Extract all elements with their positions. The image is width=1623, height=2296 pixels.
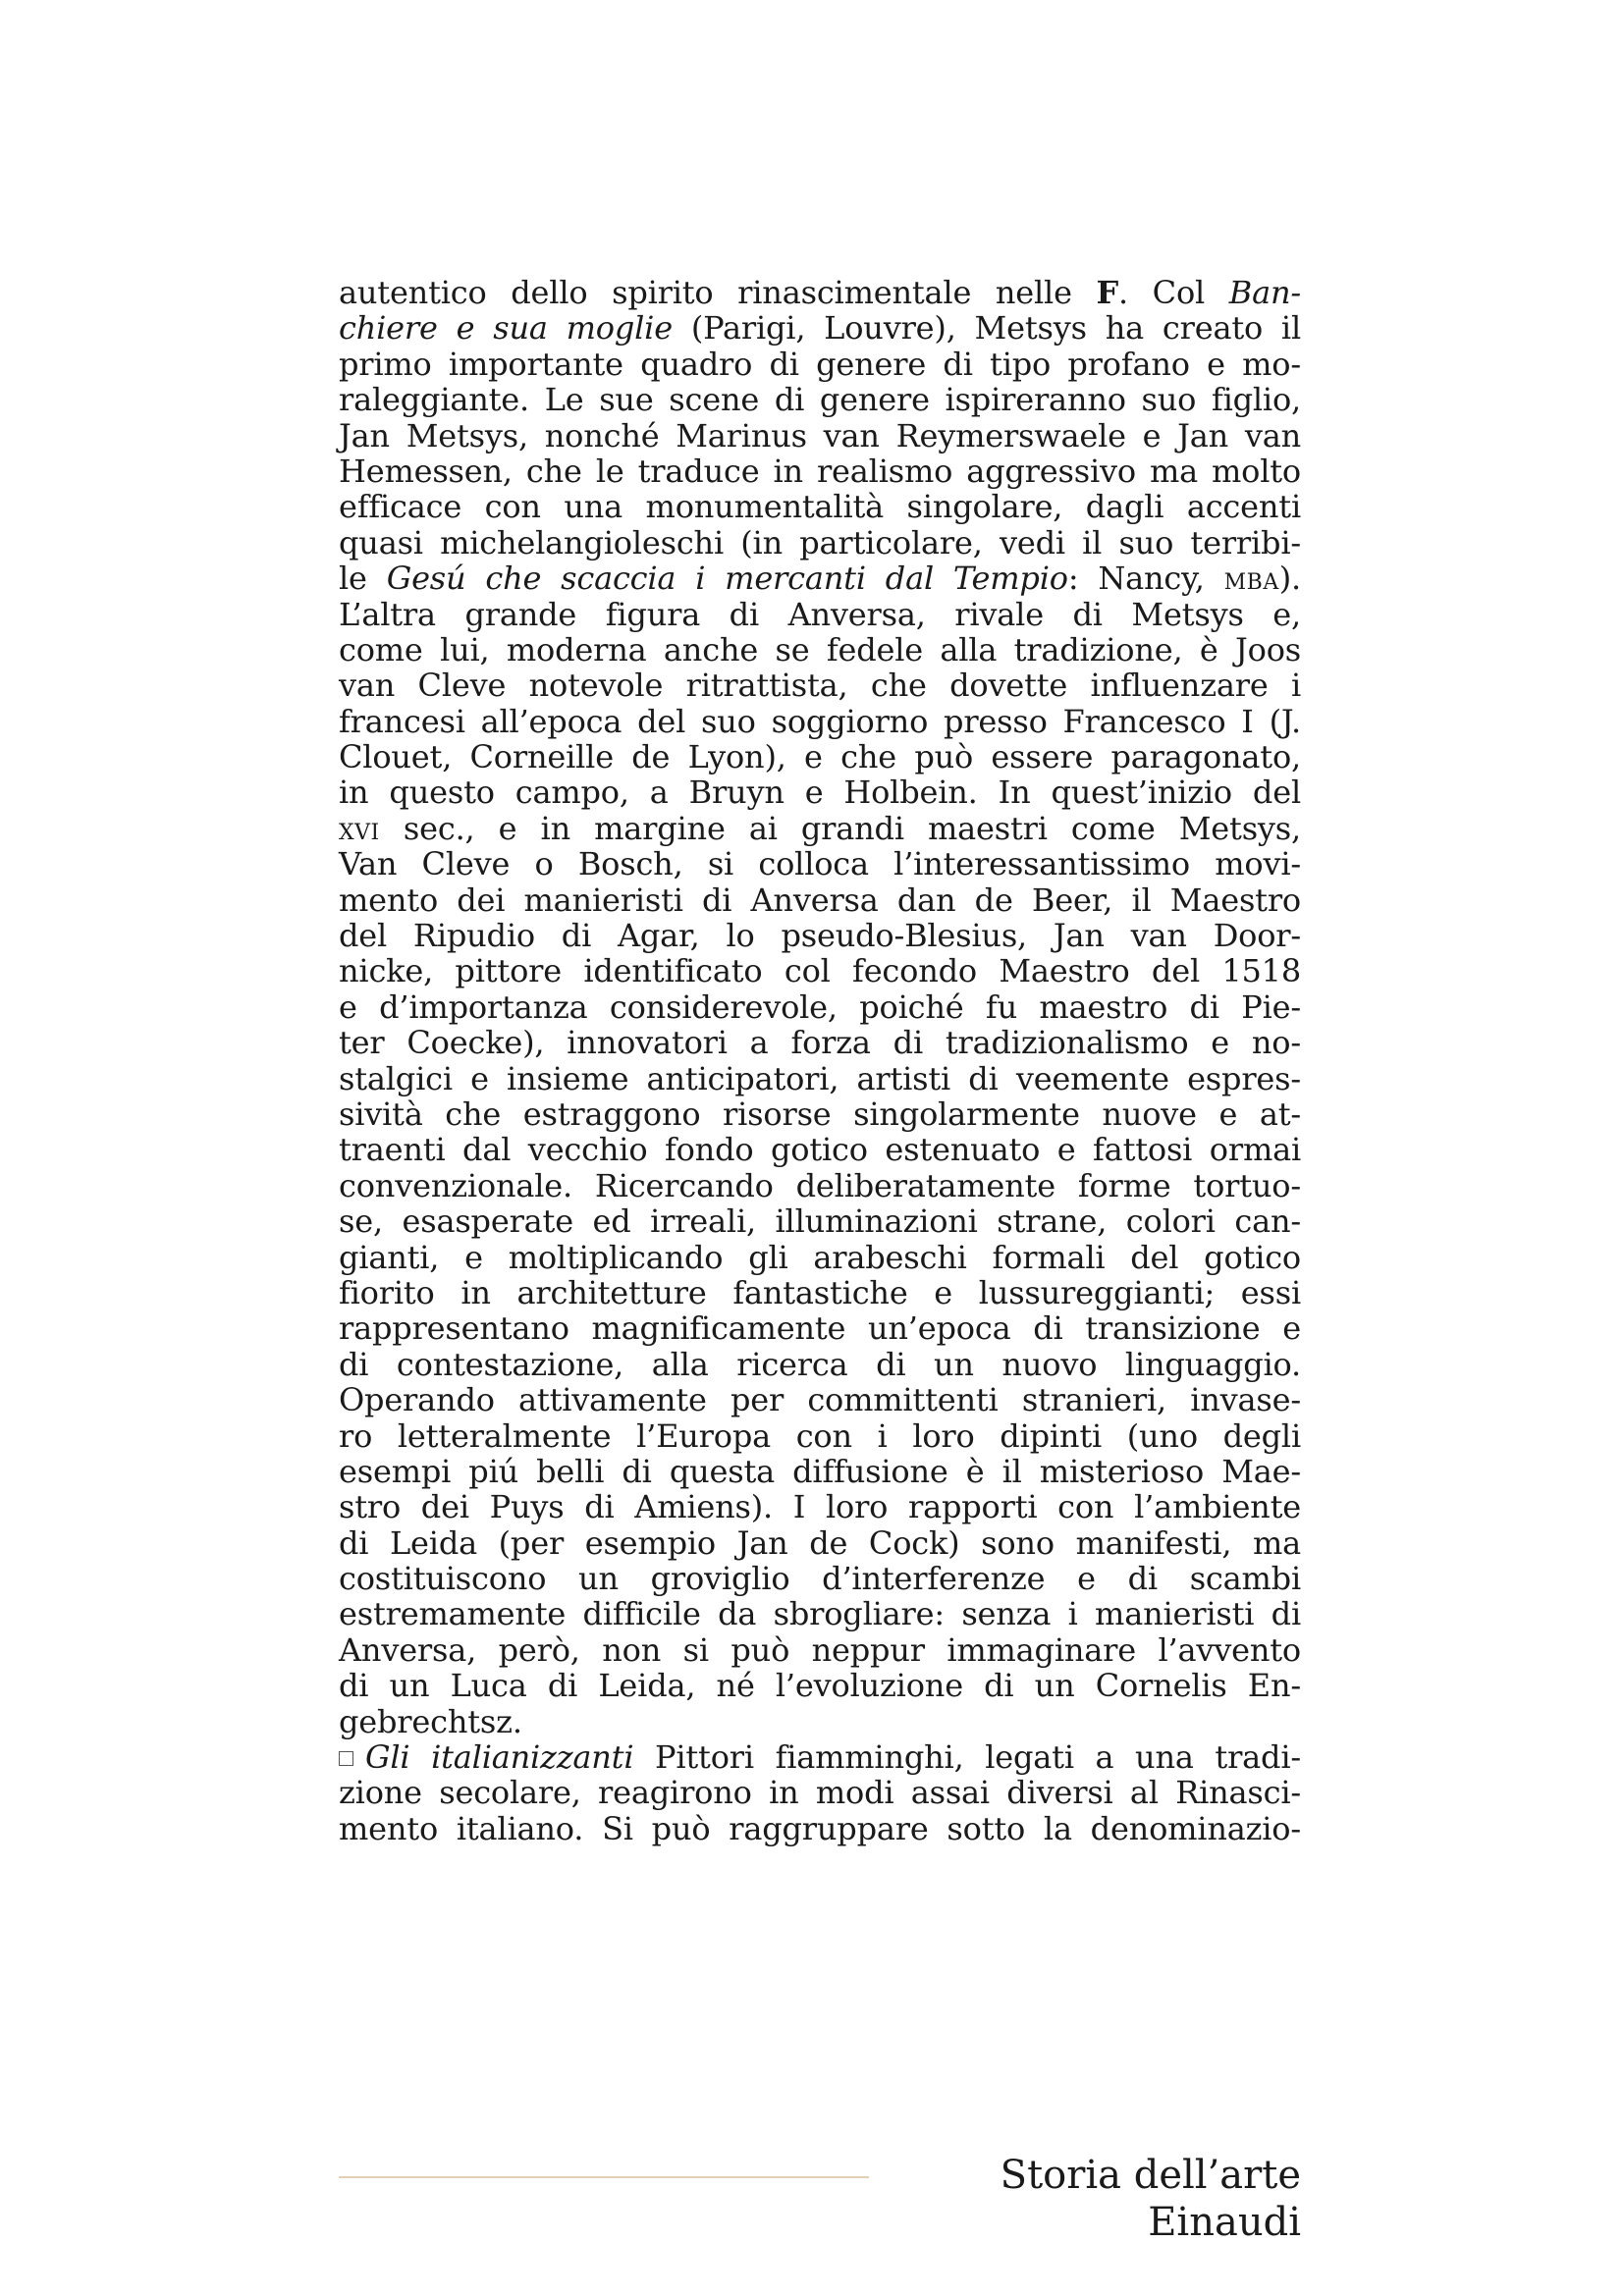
italic-text: chiere e sua moglie bbox=[339, 309, 673, 347]
text-line bbox=[339, 1739, 1301, 1775]
text-run: raleggiante. Le sue scene di genere ispireranno suo figlio, bbox=[339, 381, 1301, 419]
text-run: quasi michelangioleschi (in particolare, vedi il suo terribi- bbox=[339, 523, 1301, 561]
text-run: di un Luca di Leida, né l’evoluzione di un Cornelis En- bbox=[339, 1667, 1301, 1705]
text-line bbox=[339, 632, 1301, 667]
footer-rule bbox=[339, 2176, 869, 2178]
text-run: Anversa, però, non si può neppur immaginare l’avvento bbox=[339, 1630, 1301, 1669]
text-line bbox=[339, 667, 1301, 703]
text-run: francesi all’epoca del suo soggiorno presso Francesco I (J. bbox=[339, 702, 1301, 740]
text-line bbox=[339, 1525, 1301, 1561]
text-line bbox=[339, 1310, 1301, 1346]
text-run: ). bbox=[1278, 560, 1302, 598]
text-line bbox=[339, 1061, 1301, 1096]
small-caps-text: xvi bbox=[339, 809, 380, 847]
text-line bbox=[339, 1132, 1301, 1167]
text-run: ro letteralmente l’Europa con i loro dipinti (uno degli bbox=[339, 1416, 1301, 1455]
text-run: sec., e in margine ai grandi maestri come Metsys, bbox=[379, 809, 1301, 847]
text-line bbox=[339, 525, 1301, 561]
text-line bbox=[339, 882, 1301, 918]
text-run: autentico dello spirito rinascimentale nelle bbox=[339, 274, 1097, 311]
text-line bbox=[339, 1454, 1301, 1489]
text-line bbox=[339, 347, 1301, 382]
text-run: . Col bbox=[1118, 274, 1229, 311]
text-line bbox=[339, 846, 1301, 881]
text-run: di contestazione, alla ricerca di un nuovo linguaggio. bbox=[339, 1345, 1301, 1383]
text-run: gebrechtsz. bbox=[339, 1702, 522, 1740]
text-line bbox=[339, 811, 1301, 846]
text-run: Operando attivamente per committenti stranieri, invase- bbox=[339, 1381, 1301, 1419]
text-line bbox=[339, 275, 1301, 310]
text-run: del Ripudio di Agar, lo pseudo-Blesius, Jan van Door- bbox=[339, 917, 1301, 955]
text-run: Van Cleve o Bosch, si colloca l’interessantissimo movi- bbox=[339, 845, 1301, 883]
text-line bbox=[339, 597, 1301, 632]
text-line bbox=[339, 1596, 1301, 1631]
text-run: : Nancy, bbox=[1067, 560, 1224, 598]
text-run: se, esasperate ed irreali, illuminazioni strane, colori can- bbox=[339, 1202, 1301, 1241]
text-line bbox=[339, 489, 1301, 524]
text-run: Jan Metsys, nonché Marinus van Reymerswaele e Jan van bbox=[339, 416, 1301, 454]
text-line bbox=[339, 1382, 1301, 1417]
text-line bbox=[339, 1240, 1301, 1275]
text-line bbox=[339, 1632, 1301, 1668]
text-line bbox=[339, 1811, 1301, 1846]
text-line bbox=[339, 1096, 1301, 1132]
text-run: convenzionale. Ricercando deliberatamente forme tortuo- bbox=[339, 1166, 1301, 1204]
text-line bbox=[339, 1168, 1301, 1203]
text-run: di Leida (per esempio Jan de Cock) sono manifesti, ma bbox=[339, 1523, 1301, 1562]
text-line bbox=[339, 739, 1301, 774]
text-line bbox=[339, 704, 1301, 739]
text-line bbox=[339, 1203, 1301, 1239]
italic-text: Gli italianizzanti bbox=[365, 1738, 634, 1777]
text-run: sività che estraggono risorse singolarmente nuove e at- bbox=[339, 1095, 1301, 1133]
text-line bbox=[339, 418, 1301, 454]
text-run: Hemessen, che le traduce in realismo aggressivo ma molto bbox=[339, 452, 1301, 490]
text-line bbox=[339, 1704, 1301, 1739]
text-run: primo importante quadro di genere di tipo profano e mo- bbox=[339, 345, 1301, 383]
body-text bbox=[339, 275, 1301, 1846]
text-run: in questo campo, a Bruyn e Holbein. In quest’inizio del bbox=[339, 774, 1301, 812]
text-run: Clouet, Corneille de Lyon), e che può essere paragonato, bbox=[339, 738, 1301, 776]
text-line bbox=[339, 454, 1301, 489]
text-run: Pittori fiamminghi, legati a una tradi- bbox=[633, 1738, 1301, 1777]
text-run: costituiscono un groviglio d’interferenze e di scambi bbox=[339, 1560, 1301, 1598]
text-line bbox=[339, 989, 1301, 1025]
text-line bbox=[339, 382, 1301, 417]
text-run: stro dei Puys di Amiens). I loro rapporti con l’ambiente bbox=[339, 1488, 1301, 1526]
text-line bbox=[339, 1668, 1301, 1703]
text-run: mento italiano. Si può raggruppare sotto la denominazio- bbox=[339, 1809, 1301, 1847]
footer-title: Storia dell’arte Einaudi bbox=[1000, 2153, 1301, 2245]
text-run: stalgici e insieme anticipatori, artisti di veemente espres- bbox=[339, 1059, 1301, 1097]
text-run: fiorito in architetture fantastiche e lussureggianti; essi bbox=[339, 1273, 1301, 1311]
text-line bbox=[339, 1489, 1301, 1524]
text-run: rappresentano magnificamente un’epoca di transizione e bbox=[339, 1309, 1301, 1348]
text-run: mento dei manieristi di Anversa dan de Beer, il Maestro bbox=[339, 881, 1301, 919]
text-run: van Cleve notevole ritrattista, che dovette influenzare i bbox=[339, 667, 1301, 705]
small-caps-text: mba bbox=[1223, 560, 1279, 598]
text-run: le bbox=[339, 560, 387, 598]
text-line bbox=[339, 1775, 1301, 1810]
text-line bbox=[339, 1561, 1301, 1596]
text-run: efficace con una monumentalità singolare, dagli accenti bbox=[339, 488, 1301, 526]
text-line bbox=[339, 1347, 1301, 1382]
text-line bbox=[339, 1275, 1301, 1310]
text-line bbox=[339, 918, 1301, 953]
text-line bbox=[339, 310, 1301, 346]
text-run: L’altra grande figura di Anversa, rivale di Metsys e, bbox=[339, 595, 1301, 633]
bold-text: F bbox=[1096, 274, 1119, 311]
text-line bbox=[339, 1418, 1301, 1454]
text-run: come lui, moderna anche se fedele alla tradizione, è Joos bbox=[339, 630, 1301, 668]
text-line bbox=[339, 561, 1301, 596]
text-line bbox=[339, 953, 1301, 988]
italic-text: Ban- bbox=[1228, 274, 1301, 311]
text-run: traenti dal vecchio fondo gotico estenuato e fattosi ormai bbox=[339, 1131, 1301, 1169]
italic-text: Gesú che scaccia i mercanti dal Tempio bbox=[386, 560, 1068, 598]
text-line bbox=[339, 1025, 1301, 1060]
text-run: ter Coecke), innovatori a forza di tradizionalismo e no- bbox=[339, 1024, 1301, 1062]
text-run: (Parigi, Louvre), Metsys ha creato il bbox=[672, 309, 1301, 347]
text-run: e d’importanza considerevole, poiché fu maestro di Pie- bbox=[339, 988, 1301, 1026]
text-line bbox=[339, 774, 1301, 810]
text-run: zione secolare, reagirono in modi assai diversi al Rinasci- bbox=[339, 1774, 1301, 1812]
text-run: nicke, pittore identificato col fecondo Maestro del 1518 bbox=[339, 952, 1301, 990]
text-run: gianti, e moltiplicando gli arabeschi formali del gotico bbox=[339, 1238, 1301, 1276]
section-marker-icon bbox=[339, 1751, 353, 1766]
text-run: estremamente difficile da sbrogliare: senza i manieristi di bbox=[339, 1595, 1301, 1633]
text-run: esempi piú belli di questa diffusione è il misterioso Mae- bbox=[339, 1452, 1301, 1490]
